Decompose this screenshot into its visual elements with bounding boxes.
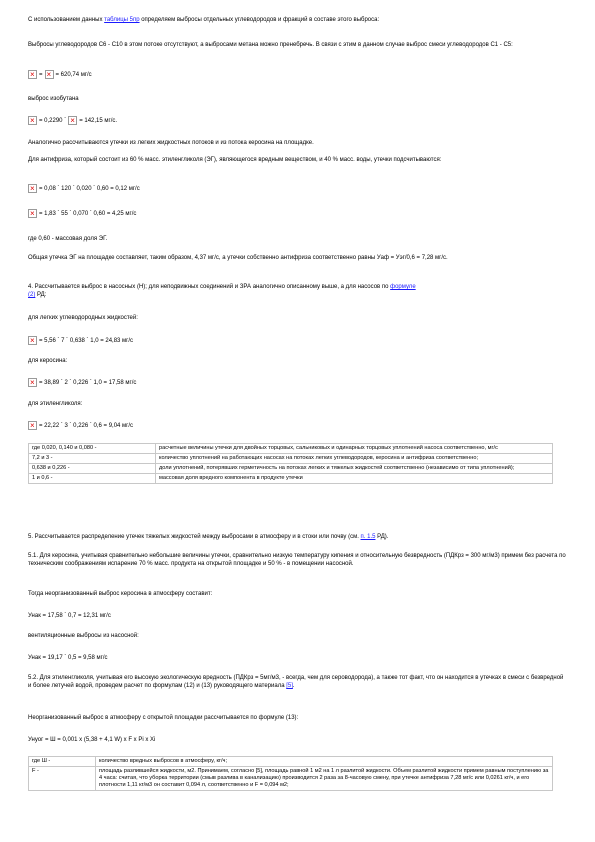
paragraph-ethylene-glycol: для этиленгликоля: — [28, 401, 83, 407]
formula-open-area: Унуог = Ш = 0,001 х (5,38 + 4,1 W) х F х Pi х Xi — [28, 737, 156, 743]
paragraph-light-liquids: Аналогично рассчитываются утечки из легких жидкостных потоков и из потока керосина на площадке. — [28, 140, 314, 146]
formula-eg-1 — [28, 184, 568, 193]
formula-light-hc — [28, 336, 568, 345]
table-row — [29, 444, 553, 454]
broken-image-icon — [45, 70, 54, 79]
formula-eg-2 — [28, 209, 568, 218]
formula-text: = 1,83 ´ 55 ´ 0,070 ´ 0,60 = 4,25 мг/с — [39, 210, 137, 217]
paragraph-text: 4. Рассчитывается выброс в насосных (Н); для неподвижных соединений и ЗРА аналогично описанному выше, а для насосов по — [28, 284, 391, 290]
table-cell-key: 0,638 и 0,226 - — [29, 464, 156, 474]
paragraph-light-hc: для легких углеводородных жидкостей: — [28, 315, 138, 321]
broken-image-icon — [28, 336, 37, 345]
paragraph-isobutane: выброс изобутана — [28, 96, 79, 102]
paragraph-c1-c5: Выбросы углеводородов С6 - С10 в этом потоке отсутствуют, а выбросами метана можно пренебречь. В связи с этим в данном случае выброс смеси углеводородов С1 - С5: — [28, 42, 513, 48]
table-cell-key: где Ш - — [29, 757, 96, 767]
formula-isobutane — [28, 116, 568, 125]
paragraph-text: 5. Рассчитывается распределение утечек тяжелых жидкостей между выбросами в атмосферу и в стоки или почву (см. — [28, 534, 361, 540]
formula-text: = 0,2290 ´ — [39, 117, 67, 124]
table-row — [29, 757, 553, 767]
paragraph-antifreeze: Для антифриза, который состоит из 60 % масс. этиленгликоля (ЭГ), являющегося вредным веществом, и 40 % масс. воды, утечки подсчитываются: — [28, 157, 442, 163]
definitions-table-2 — [28, 756, 553, 791]
paragraph-kerosene-evaporation: 5.1. Для керосина, учитывая сравнительно небольшие величины утечки, сравнительно низкую температуру кипения и относительную безвредность (ПДКрз = 300 мг/м3) примем без расчета по техническим соображениям испарение 70 % масс. продукта на открытой площадке и 50 % - в помещении насосной. — [28, 553, 566, 567]
broken-image-icon — [28, 116, 37, 125]
formula-link[interactable]: формуле — [390, 284, 416, 290]
table-cell-value: доли уплотнений, потерявших герметичность на потоках легких и тяжелых жидкостей соответственно (независимо от типа уплотнений); — [156, 464, 553, 474]
paragraph-open-area: Неорганизованный выброс в атмосферу с открытой площадки рассчитывается по формуле (13): — [28, 715, 299, 721]
table-cell-value: количество уплотнений на работающих насосах на потоках легких углеводородов, керосина и антифриза соответственно; — [156, 454, 553, 464]
table-row — [29, 464, 553, 474]
formula-text: = 22,22 ´ 3 ´ 0,226 ´ 0,6 = 9,04 мг/с — [39, 422, 134, 429]
paragraph-fugitive-kerosene: Тогда неорганизованный выброс керосина в атмосферу составит: — [28, 591, 213, 597]
broken-image-icon — [68, 116, 77, 125]
paragraph-distribution — [28, 533, 568, 541]
table-row — [29, 454, 553, 464]
paragraph-eg-calculation — [28, 674, 568, 690]
table-row — [29, 767, 553, 791]
section-1-5-link[interactable]: п. 1.5 — [360, 534, 376, 540]
definitions-table — [28, 443, 553, 484]
table-cell-value: количество вредных выбросов в атмосферу, кг/ч; — [96, 757, 553, 767]
formula-text: = 38,89 ´ 2 ´ 0,226 ´ 1,0 = 17,58 мг/с — [39, 379, 137, 386]
formula-mixture: × = × = 620,74 мг/с — [28, 70, 568, 79]
broken-image-icon — [28, 70, 37, 79]
table-cell-value: массовая доля вредного компонента в продукте утечки — [156, 474, 553, 484]
formula-ethylene-glycol — [28, 421, 568, 430]
formula-text: = 620,74 мг/с — [55, 71, 92, 78]
table-5pr-link[interactable]: таблицы 5пр — [104, 17, 140, 23]
formula-text: = 142,15 мг/с. — [79, 117, 118, 124]
broken-image-icon — [28, 184, 37, 193]
broken-image-icon — [28, 378, 37, 387]
formula-text: = 5,56 ´ 7 ´ 0,638 ´ 1,0 = 24,83 мг/с — [39, 337, 134, 344]
paragraph-ventilation: вентиляционные выбросы из насосной: — [28, 633, 139, 639]
paragraph-text: . — [292, 683, 295, 689]
paragraph-text: С использованием данных — [28, 17, 105, 23]
table-cell-value: расчетные величины утечки для двойных торцовых, сальниковых и одинарных торцовых уплотнений насоса соответственно, мг/с — [156, 444, 553, 454]
formula-kerosene — [28, 378, 568, 387]
formula-2-link[interactable]: (2) — [28, 292, 36, 298]
paragraph-mass-fraction: где 0,60 - массовая доля ЭГ. — [28, 236, 108, 242]
table-row — [29, 474, 553, 484]
table-cell-key: F - — [29, 767, 96, 791]
table-cell-key: 1 и 0,6 - — [29, 474, 156, 484]
broken-image-icon — [28, 209, 37, 218]
table-cell-value: площадь разлившейся жидкости, м2. Принимаем, согласно [5], площадь равной 1 м2 на 1 л разлитой жидкости. Объем разлитой жидкости примем равным поступлению за 4 часа: считая, что уборка территории (смыв разлива в канализацию) производится 2 раза за 8-часовую смену, при утечке антифриза 7,28 мг/с или 0,0261 кг/ч, и его плотности 1,11 кг/м3 он составит 0,094 л, соответственно и F = 0,094 м2; — [96, 767, 553, 791]
table-cell-key: 7,2 и 3 - — [29, 454, 156, 464]
paragraph-total-eg: Общая утечка ЭГ на площадке составляет, таким образом, 4,37 мг/с, а утечки собственно антифриза соответственно равны Уаф = Уэг/0,6 = 7,28 мг/с. — [28, 255, 448, 261]
paragraph-intro — [28, 16, 568, 24]
formula-text: = 0,08 ´ 120 ´ 0,020 ´ 0,60 = 0,12 мг/с — [39, 185, 140, 192]
paragraph-text: РД: — [35, 292, 47, 298]
paragraph-text: 5.2. Для этиленгликоля, учитывая его высокую экологическую вредность (ПДКрз = 5мг/м3, - всегда, чем для сероводорода), а также тот факт, что он находится в утечках в смеси с безвредной и более летучей водой, проведем расчет по формулам (12) и (13) руководящего материала — [28, 675, 564, 689]
paragraph-text: определяем выбросы отдельных углеводородов и фракций в составе этого выброса: — [139, 17, 380, 23]
broken-image-icon — [28, 421, 37, 430]
table-cell-key: где 0,020, 0,140 и 0,080 - — [29, 444, 156, 454]
paragraph-text: РД). — [375, 534, 389, 540]
reference-5-link[interactable]: [5] — [286, 683, 293, 689]
paragraph-pump-room — [28, 283, 568, 299]
formula-ventilation: Унак = 19,17 ´ 0,5 = 9,58 мг/с — [28, 655, 108, 661]
paragraph-kerosene: для керосина: — [28, 358, 68, 364]
formula-fugitive-kerosene: Унак = 17,58 ´ 0,7 = 12,31 мг/с — [28, 613, 111, 619]
